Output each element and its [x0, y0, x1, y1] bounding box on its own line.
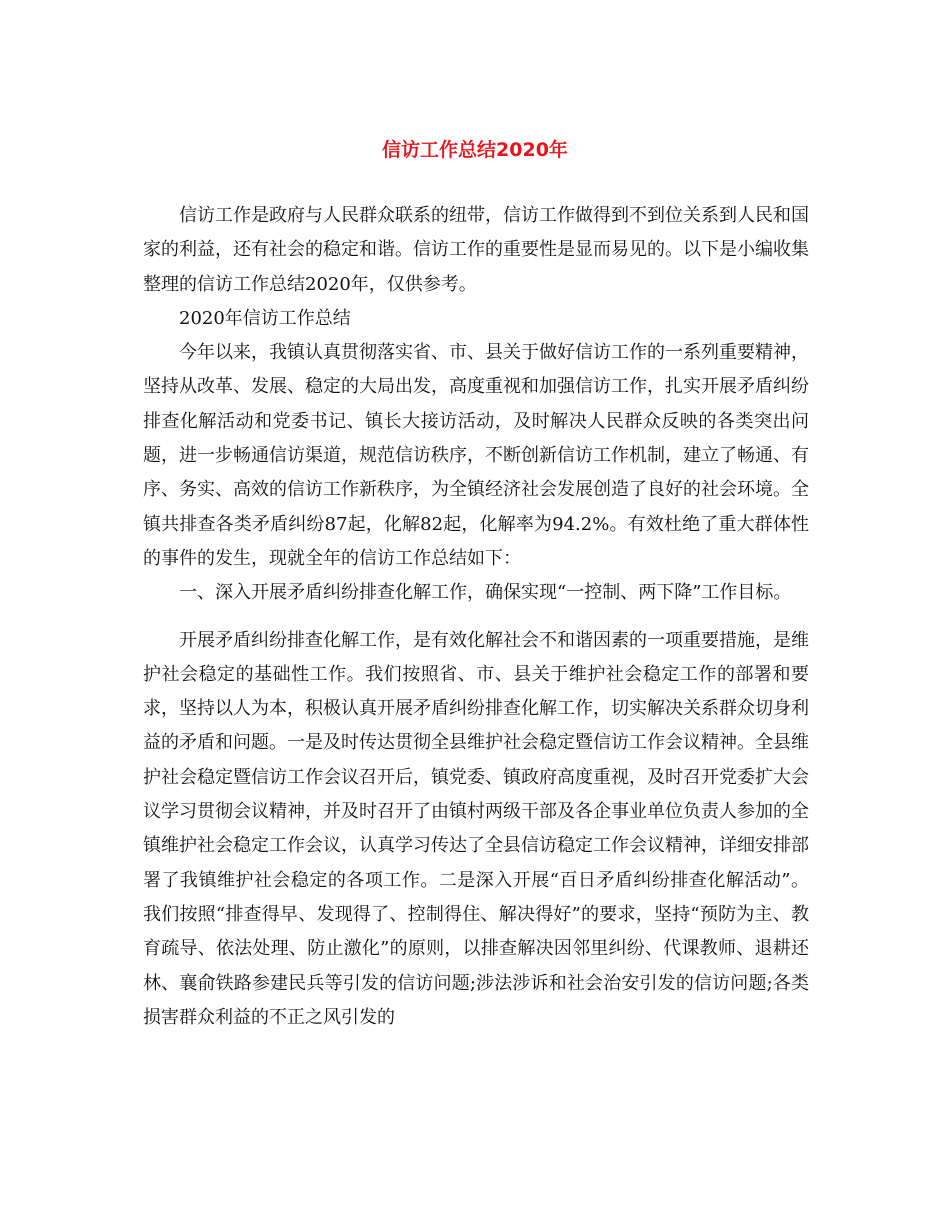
document-title: 信访工作总结2020年: [382, 139, 568, 161]
summary-paragraph: 今年以来，我镇认真贯彻落实省、市、县关于做好信访工作的一系列重要精神，坚持从改革、发展、稳定的大局出发，高度重视和加强信访工作，扎实开展矛盾纠纷排查化解活动和党委书记、镇长大接访活动，及时解决人民群众反映的各类突出问题，进一步畅通信访渠道，规范信访秩序，不断创新信访工作机制，建立了畅通、有序、务实、高效的信访工作新秩序，为全镇经济社会发展创造了良好的社会环境。全镇共排查各类矛盾纠纷87起，化解82起，化解率为94.2%。有效杜绝了重大群体性的事件的发生，现就全年的信访工作总结如下：: [143, 342, 809, 569]
point-one-heading: 一、深入开展矛盾纠纷排查化解工作，确保实现“一控制、两下降”工作目标。: [179, 582, 792, 604]
section-heading: 2020年信访工作总结: [179, 307, 351, 329]
intro-paragraph: 信访工作是政府与人民群众联系的纽带，信访工作做得到不到位关系到人民和国家的利益，还有社会的稳定和谐。信访工作的重要性是显而易见的。以下是小编收集整理的信访工作总结2020年，仅供参考。: [143, 205, 809, 295]
point-one-paragraph: 开展矛盾纠纷排查化解工作，是有效化解社会不和谐因素的一项重要措施，是维护社会稳定的基础性工作。我们按照省、市、县关于维护社会稳定工作的部署和要求，坚持以人为本，积极认真开展矛盾纠纷排查化解工作，切实解决关系群众切身利益的矛盾和问题。一是及时传达贯彻全县维护社会稳定暨信访工作会议精神。全县维护社会稳定暨信访工作会议召开后，镇党委、镇政府高度重视，及时召开党委扩大会议学习贯彻会议精神，并及时召开了由镇村两级干部及各企事业单位负责人参加的全镇维护社会稳定工作会议，认真学习传达了全县信访稳定工作会议精神，详细安排部署了我镇维护社会稳定的各项工作。二是深入开展“百日矛盾纠纷排查化解活动”。我们按照“排查得早、发现得了、控制得住、解决得好”的要求，坚持“预防为主、教育疏导、依法处理、防止激化”的原则，以排查解决因邻里纠纷、代课教师、退耕还林、襄俞铁路参建民兵等引发的信访问题;涉法涉诉和社会治安引发的信访问题;各类损害群众利益的不正之风引发的: [143, 629, 810, 1028]
document-body: [143, 199, 809, 1035]
